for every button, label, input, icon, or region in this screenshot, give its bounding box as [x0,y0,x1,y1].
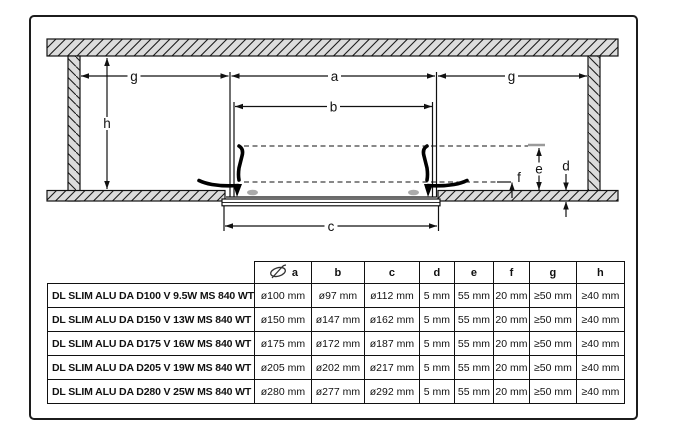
value-cell-h: ≥40 mm [576,308,624,332]
reference-dashed-lines [244,145,545,182]
value-cell-d: 5 mm [419,332,454,356]
value-cell-f: 20 mm [493,380,529,404]
dim-label-e: e [535,161,543,177]
value-cell-h: ≥40 mm [576,356,624,380]
dimension-labels [101,69,570,234]
left-wall [68,56,80,201]
value-cell-g: ≥50 mm [529,284,576,308]
value-cell-b: ø97 mm [311,284,364,308]
value-cell-h: ≥40 mm [576,380,624,404]
value-cell-c: ø162 mm [364,308,419,332]
value-cell-a: ø175 mm [254,332,311,356]
dim-label-g-right: g [507,69,516,84]
product-name-cell: DL SLIM ALU DA D280 V 25W MS 840 WT [48,380,255,404]
product-name-cell: DL SLIM ALU DA D205 V 19W MS 840 WT [48,356,255,380]
value-cell-a: ø150 mm [254,308,311,332]
value-cell-e: 55 mm [454,284,493,308]
col-header-c: c [364,262,419,284]
col-header-h: h [576,262,624,284]
value-cell-b: ø172 mm [311,332,364,356]
value-cell-d: 5 mm [419,380,454,404]
header-spacer [48,262,255,284]
spring-clip-left [199,146,243,197]
right-wall [588,56,600,201]
ceiling-slab [47,39,618,56]
value-cell-b: ø147 mm [311,308,364,332]
col-header-a: a [254,262,311,284]
value-cell-a: ø100 mm [254,284,311,308]
dim-label-b: b [329,99,338,115]
product-name-cell: DL SLIM ALU DA D175 V 16W MS 840 WT [48,332,255,356]
dim-label-a: a [330,69,339,84]
value-cell-c: ø187 mm [364,332,419,356]
value-cell-d: 5 mm [419,284,454,308]
dim-label-h: h [103,116,111,131]
value-cell-g: ≥50 mm [529,356,576,380]
value-cell-e: 55 mm [454,380,493,404]
value-cell-e: 55 mm [454,332,493,356]
dim-label-f: f [517,170,521,185]
value-cell-f: 20 mm [493,308,529,332]
product-name-cell: DL SLIM ALU DA D150 V 13W MS 840 WT [48,308,255,332]
value-cell-e: 55 mm [454,308,493,332]
value-cell-c: ø112 mm [364,284,419,308]
value-cell-e: 55 mm [454,356,493,380]
value-cell-d: 5 mm [419,308,454,332]
col-header-f: f [493,262,529,284]
suspended-ceiling-left [47,191,225,202]
value-cell-b: ø202 mm [311,356,364,380]
col-header-g: g [529,262,576,284]
col-header-e: e [454,262,493,284]
table-header-row [48,262,625,284]
value-cell-h: ≥40 mm [576,284,624,308]
screw-heads [247,190,419,196]
product-name-cell: DL SLIM ALU DA D100 V 9.5W MS 840 WT [48,284,255,308]
table-row [48,380,625,404]
dimensions-table [47,261,625,404]
suspended-ceiling-right [438,191,618,202]
luminaire-housing [230,72,437,198]
value-cell-f: 20 mm [493,332,529,356]
value-cell-f: 20 mm [493,284,529,308]
table-row [48,308,625,332]
value-cell-c: ø217 mm [364,356,419,380]
col-header-d: d [419,262,454,284]
value-cell-f: 20 mm [493,356,529,380]
hole-cutout-icon [268,263,289,282]
value-cell-a: ø205 mm [254,356,311,380]
table-row [48,332,625,356]
luminaire-trim [222,197,440,206]
dim-label-c: c [327,219,335,234]
value-cell-a: ø280 mm [254,380,311,404]
value-cell-d: 5 mm [419,356,454,380]
dim-label-g-left: g [130,69,138,84]
value-cell-g: ≥50 mm [529,308,576,332]
col-header-b: b [311,262,364,284]
value-cell-g: ≥50 mm [529,332,576,356]
value-cell-g: ≥50 mm [529,380,576,404]
table-row [48,284,625,308]
dim-label-d: d [562,158,570,174]
spring-clip-right [423,146,467,197]
value-cell-c: ø292 mm [364,380,419,404]
table-row [48,356,625,380]
value-cell-b: ø277 mm [311,380,364,404]
value-cell-h: ≥40 mm [576,332,624,356]
